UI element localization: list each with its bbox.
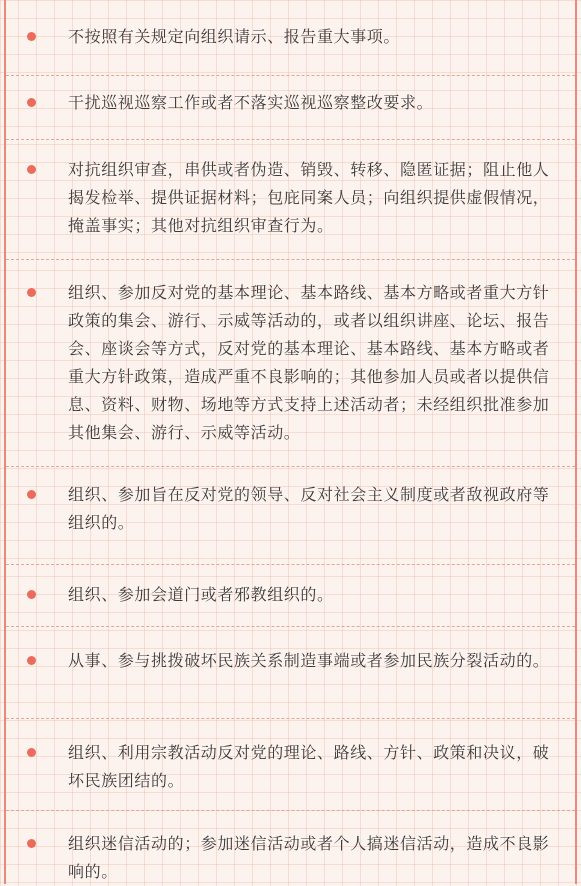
list-item-text: 从事、参与挑拨破坏民族关系制造事端或者参加民族分裂活动的。	[68, 651, 550, 670]
list-item-text: 组织、利用宗教活动反对党的理论、路线、方针、政策和决议，破坏民族团结的。	[68, 743, 550, 790]
bullet-dot-icon	[27, 839, 36, 848]
list-item	[6, 0, 575, 76]
list-item	[6, 627, 575, 719]
bullet-dot-icon	[27, 490, 36, 499]
bullet-dot-icon	[27, 165, 36, 174]
bullet-dot-icon	[27, 32, 36, 41]
list-item	[6, 140, 575, 260]
list-item	[6, 467, 575, 565]
list-item-text: 组织、参加旨在反对党的领导、反对社会主义制度或者敌视政府等组织的。	[68, 485, 550, 532]
list-item-text: 不按照有关规定向组织请示、报告重大事项。	[68, 27, 401, 46]
bullet-dot-icon	[27, 656, 36, 665]
list-item	[6, 260, 575, 467]
violation-list	[6, 0, 575, 884]
bullet-dot-icon	[27, 590, 36, 599]
list-item-text: 组织、参加会道门或者邪教组织的。	[68, 585, 334, 604]
bullet-dot-icon	[27, 98, 36, 107]
bullet-dot-icon	[27, 748, 36, 757]
list-item-text: 对抗组织审查，串供或者伪造、销毁、转移、隐匿证据；阻止他人揭发检举、提供证据材料；包庇同案人员；向组织提供虚假情况，掩盖事实；其他对抗组织审查行为。	[68, 160, 550, 235]
list-item	[6, 76, 575, 140]
list-item	[6, 811, 575, 884]
list-item-text: 组织迷信活动的；参加迷信活动或者个人搞迷信活动，造成不良影响的。	[68, 834, 550, 881]
bullet-dot-icon	[27, 288, 36, 297]
list-item	[6, 719, 575, 811]
list-item	[6, 565, 575, 627]
list-item-text: 组织、参加反对党的基本理论、基本路线、基本方略或者重大方针政策的集会、游行、示威等活动的，或者以组织讲座、论坛、报告会、座谈会等方式，反对党的基本理论、基本路线、基本方略或者重大方针政策，造成严重不良影响的；其他参加人员或者以提供信息、资料、财物、场地等方式支持上述活动者；未经组织批准参加其他集会、游行、示威等活动。	[68, 283, 550, 442]
list-item-text: 干扰巡视巡察工作或者不落实巡视巡察整改要求。	[68, 93, 434, 112]
